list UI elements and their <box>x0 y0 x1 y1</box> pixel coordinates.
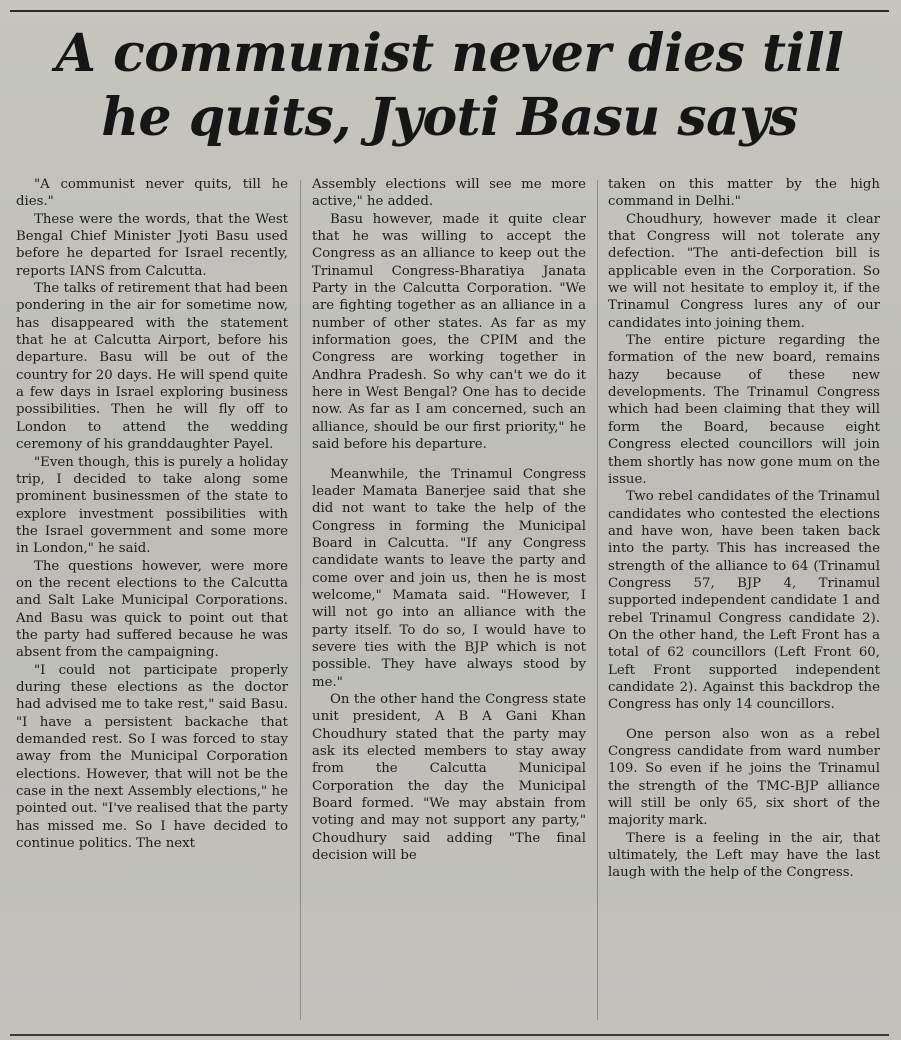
paragraph: There is a feeling in the air, that ultimately, the Left may have the last laugh with the help of the Congress. <box>608 830 880 881</box>
column-2 <box>312 176 586 1024</box>
paragraph-continued: Assembly elections will see me more active," he added. <box>312 177 586 210</box>
headline-line-2: he quits, Jyoti Basu says <box>101 87 798 148</box>
paragraph: The talks of retirement that had been pondering in the air for sometime now, has disappeared with the statement that he at Calcutta Airport, before his departure. Basu will be out of the country for 20 days. He will spend quite a few days in Israel exploring business possibilities. Then he will fly off to London to attend the wedding ceremony of his granddaughter Payel. <box>16 281 288 453</box>
paragraph: "A communist never quits, till he dies." <box>16 177 288 210</box>
paragraph: "Even though, this is purely a holiday trip, I decided to take along some prominent businessmen of the state to explore investment possibilities with the Israel government and some more in London," he said. <box>16 454 288 557</box>
paragraph: These were the words, that the West Bengal Chief Minister Jyoti Basu used before he departed for Israel recently, reports IANS from Calcutta. <box>16 211 288 279</box>
paragraph: The entire picture regarding the formation of the new board, remains hazy because of these new developments. The Trinamul Congress which had been claiming that they will form the Board, because eight Congress elected councillors will join them shortly has now gone mum on the issue. <box>608 333 880 487</box>
article-body <box>16 176 890 1024</box>
bottom-rule <box>10 1034 889 1036</box>
headline-line-1: A communist never dies till <box>55 23 844 84</box>
top-rule <box>10 10 889 12</box>
column-divider <box>597 180 598 1020</box>
paragraph: One person also won as a rebel Congress candidate from ward number 109. So even if he joins the Trinamul the strength of the TMC-BJP alliance will still be only 65, six short of the majority mark. <box>608 726 880 829</box>
paragraph: Two rebel candidates of the Trinamul candidates who contested the elections and have won, have been taken back into the party. This has increased the strength of the alliance to 64 (Trinamul Congress 57, BJP 4, Trinamul supported independent candidate 1 and rebel Trinamul Congress candidate 2). On the other hand, the Left Front has a total of 62 councillors (Left Front 60, Left Front supported independent candidate 2). Against this backdrop the Congress has only 14 councillors. <box>608 489 880 713</box>
paragraph: Choudhury, however made it clear that Congress will not tolerate any defection. "The anti-defection bill is applicable even in the Corporation. So we will not hesitate to employ it, if the Trinamul Congress lures any of our candidates into joining them. <box>608 211 880 331</box>
paragraph: The questions however, were more on the recent elections to the Calcutta and Salt Lake Municipal Corporations. And Basu was quick to point out that the party had suffered because he was absent from the campaigning. <box>16 558 288 661</box>
paragraph: "I could not participate properly during these elections as the doctor had advised me to take rest," said Basu. "I have a persistent backache that demanded rest. So I was forced to stay away from the Municipal Corporation elections. However, that will not be the case in the next Assembly elections," he pointed out. "I've realised that the party has missed me. So I have decided to continue politics. The next <box>16 662 288 852</box>
paragraph: Basu however, made it quite clear that he was willing to accept the Congress as an alliance to keep out the Trinamul Congress-Bharatiya Janata Party in the Calcutta Corporation. "We are fighting together as an alliance in a number of other states. As far as my information goes, the CPIM and the Congress are working together in Andhra Pradesh. So why can't we do it here in West Bengal? One has to decide now. As far as I am concerned, such an alliance, should be our first priority," he said before his departure. <box>312 211 586 453</box>
headline <box>10 22 889 150</box>
column-3 <box>608 176 880 1024</box>
column-divider <box>300 180 301 1020</box>
column-1 <box>16 176 288 1024</box>
paragraph: Meanwhile, the Trinamul Congress leader Mamata Banerjee said that she did not want to take the help of the Congress in forming the Municipal Board in Calcutta. "If any Congress candidate wants to leave the party and come over and join us, then he is most welcome," Mamata said. "However, I will not go into an alliance with the party itself. To do so, I would have to severe ties with the BJP which is not possible. They have always stood by me." <box>312 466 586 690</box>
paragraph-continued: taken on this matter by the high command in Delhi." <box>608 177 880 210</box>
paragraph: On the other hand the Congress state unit president, A B A Gani Khan Choudhury stated that the party may ask its elected members to stay away from the Calcutta Municipal Corporation the day the Municipal Board formed. "We may abstain from voting and may not support any party," Choudhury said adding "The final decision will be <box>312 691 586 864</box>
